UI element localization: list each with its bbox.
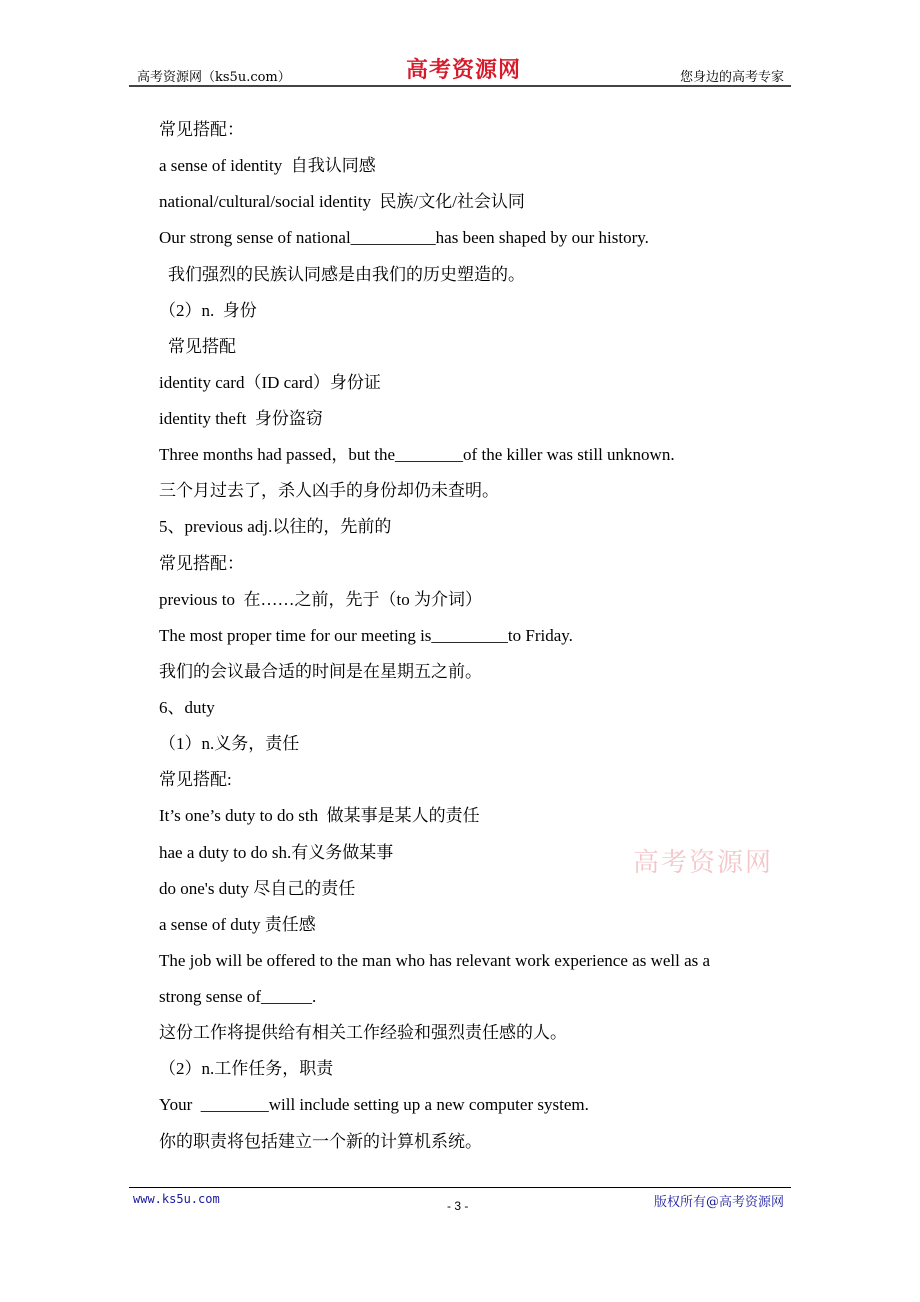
text-line: （2）n. 身份: [159, 300, 257, 320]
header-slogan: 您身边的高考专家: [679, 70, 784, 85]
text-line: 6、duty: [159, 698, 215, 717]
text-line: 常见搭配：: [159, 120, 244, 139]
header-logo: 高考资源网: [406, 57, 522, 83]
text-line: It’s one’s duty to do sth 做某事是某人的责任: [159, 806, 480, 826]
text-line: 三个月过去了，杀人凶手的身份却仍未查明。: [159, 481, 499, 501]
text-line: 我们的会议最合适的时间是在星期五之前。: [159, 661, 482, 681]
text-line: identity theft 身份盗窃: [159, 409, 323, 428]
text-line: 常见搭配:: [159, 770, 232, 790]
text-line: 常见搭配：: [159, 553, 244, 573]
text-line: The job will be offered to the man who has relevant work experience as well as a: [159, 950, 711, 970]
text-line: 这份工作将提供给有相关工作经验和强烈责任感的人。: [159, 1023, 567, 1043]
text-line: a sense of duty 责任感: [159, 914, 316, 934]
text-line: 我们强烈的民族认同感是由我们的历史塑造的。: [168, 264, 525, 284]
text-line: Our strong sense of national__________has been shaped by our history.: [159, 228, 649, 248]
document-body: [159, 118, 819, 1166]
footer-url-link[interactable]: www.ks5u.com: [133, 1192, 220, 1206]
text-line: a sense of identity 自我认同感: [159, 156, 376, 176]
footer-copyright: 版权所有@高考资源网: [653, 1195, 784, 1210]
page-number: - 3 -: [447, 1199, 469, 1213]
text-line: 你的职责将包括建立一个新的计算机系统。: [159, 1131, 482, 1151]
text-line: do one's duty 尽自己的责任: [159, 878, 356, 898]
text-line: （1）n.义务，责任: [159, 734, 300, 754]
text-line: 常见搭配: [168, 336, 236, 356]
footer-divider: [129, 1187, 791, 1188]
text-line: hae a duty to do sh.有义务做某事: [159, 842, 394, 862]
text-line: The most proper time for our meeting is_________to Friday.: [159, 625, 573, 645]
text-line: 5、previous adj.以往的，先前的: [159, 517, 392, 537]
header-site-name: 高考资源网（ks5u.com）: [137, 70, 291, 85]
watermark: 高考资源网: [633, 848, 774, 878]
text-line: previous to 在……之前，先于（to 为介词）: [159, 589, 482, 609]
text-line: national/cultural/social identity 民族/文化/社会认同: [159, 192, 525, 212]
text-line: strong sense of______.: [159, 987, 317, 1006]
text-line: （2）n.工作任务，职责: [159, 1059, 334, 1079]
header-divider: [129, 85, 791, 87]
text-line: identity card（ID card）身份证: [159, 372, 381, 392]
text-line: Your ________will include setting up a new computer system.: [159, 1095, 589, 1115]
text-line: Three months had passed，but the________of the killer was still unknown.: [159, 445, 675, 465]
